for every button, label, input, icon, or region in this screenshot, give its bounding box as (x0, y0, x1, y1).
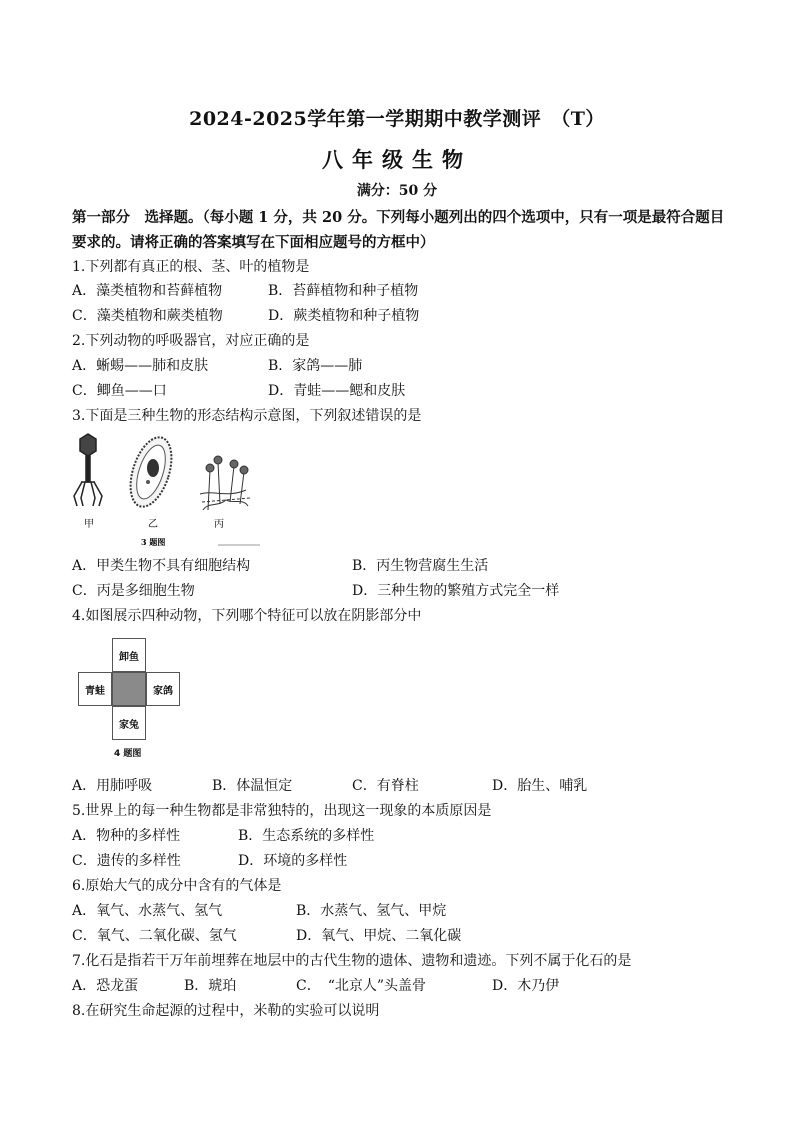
q8-stem: 8.在研究生命起源的过程中，米勒的实验可以说明 (72, 1003, 380, 1019)
q1-option-a: A．藻类植物和苔藓植物 (72, 283, 223, 299)
q5-stem: 5.世界上的每一种生物都是非常独特的，出现这一现象的本质原因是 (72, 803, 492, 819)
q4-option-d: D．胎生、哺乳 (492, 778, 588, 794)
q4-option-b: B．体温恒定 (212, 778, 293, 794)
q1-stem: 1.下列都有真正的根、茎、叶的植物是 (72, 259, 310, 275)
q7-stem: 7.化石是指若干万年前埋葬在地层中的古代生物的遗体、遗物和遗迹。下列不属于化石的是 (72, 953, 632, 969)
label-bing: 丙 (214, 519, 224, 530)
q4-figure (78, 638, 180, 766)
label-jia: 甲 (84, 519, 94, 530)
mold-image (200, 456, 250, 510)
q2-stem: 2.下列动物的呼吸器官，对应正确的是 (72, 333, 310, 349)
q6-option-c: C．氧气、二氧化碳、氢气 (72, 928, 237, 944)
q5-option-c: C．遗传的多样性 (72, 853, 181, 869)
q3-figure-caption: 3 题图 (141, 537, 166, 547)
q3-stem: 3.下面是三种生物的形态结构示意图，下列叙述错误的是 (72, 408, 422, 424)
q7-option-d: D．木乃伊 (492, 978, 560, 994)
q2-option-b: B．家鸽——肺 (268, 358, 363, 374)
q6-option-d: D．氧气、甲烷、二氧化碳 (296, 928, 462, 944)
q5-option-d: D．环境的多样性 (238, 853, 348, 869)
q7-option-b: B．琥珀 (184, 978, 237, 994)
q4-figure-caption: 4 题图 (114, 749, 142, 759)
q6-option-a: A．氧气、水蒸气、氢气 (72, 903, 223, 919)
q5-option-a: A．物种的多样性 (72, 828, 181, 844)
q1-option-d: D．蕨类植物和种子植物 (268, 308, 420, 324)
cell-shaded (112, 672, 146, 706)
exam-subject: 八年级生物 (322, 147, 472, 172)
cell-bottom: 家兔 (112, 706, 146, 740)
q2-option-c: C．鲫鱼——口 (72, 383, 167, 399)
q6-option-b: B．水蒸气、氢气、甲烷 (296, 903, 447, 919)
q3-figure (68, 432, 268, 550)
q7-option-c: C． “北京人”头盖骨 (296, 978, 427, 994)
q3-option-a: A．甲类生物不具有细胞结构 (72, 558, 251, 574)
q3-option-c: C．丙是多细胞生物 (72, 583, 195, 599)
q1-option-b: B．苔藓植物和种子植物 (268, 283, 419, 299)
q2-option-d: D．青蛙——鳃和皮肤 (268, 383, 406, 399)
cell-left: 青蛙 (78, 672, 112, 706)
cell-top: 卸鱼 (112, 638, 146, 672)
q6-stem: 6.原始大气的成分中含有的气体是 (72, 878, 282, 894)
exam-title: 2024-2025学年第一学期期中教学测评 （T） (189, 108, 605, 130)
bacterium-image (123, 432, 179, 512)
full-score: 满分：50 分 (356, 183, 438, 199)
q4-option-a: A．用肺呼吸 (72, 778, 153, 794)
q1-option-c: C．藻类植物和蕨类植物 (72, 308, 223, 324)
q4-option-c: C．有脊柱 (352, 778, 419, 794)
q4-stem: 4.如图展示四种动物，下列哪个特征可以放在阴影部分中 (72, 608, 422, 624)
bacteriophage-image (74, 434, 102, 506)
q3-organisms-diagram (68, 432, 268, 550)
label-yi: 乙 (148, 519, 158, 530)
q3-option-b: B．丙生物营腐生生活 (352, 558, 489, 574)
q5-option-b: B．生态系统的多样性 (238, 828, 375, 844)
q7-option-a: A．恐龙蛋 (72, 978, 139, 994)
cell-right: 家鸽 (146, 672, 180, 706)
part1-instructions: 第一部分 选择题。（每小题 1 分，共 20 分。下列每小题列出的四个选项中，只有一项是最符合题目要求的。请将正确的答案填写在下面相应题号的方框中） (72, 209, 725, 251)
q3-option-d: D．三种生物的繁殖方式完全一样 (352, 583, 560, 599)
q2-option-a: A．蜥蜴——肺和皮肤 (72, 358, 209, 374)
